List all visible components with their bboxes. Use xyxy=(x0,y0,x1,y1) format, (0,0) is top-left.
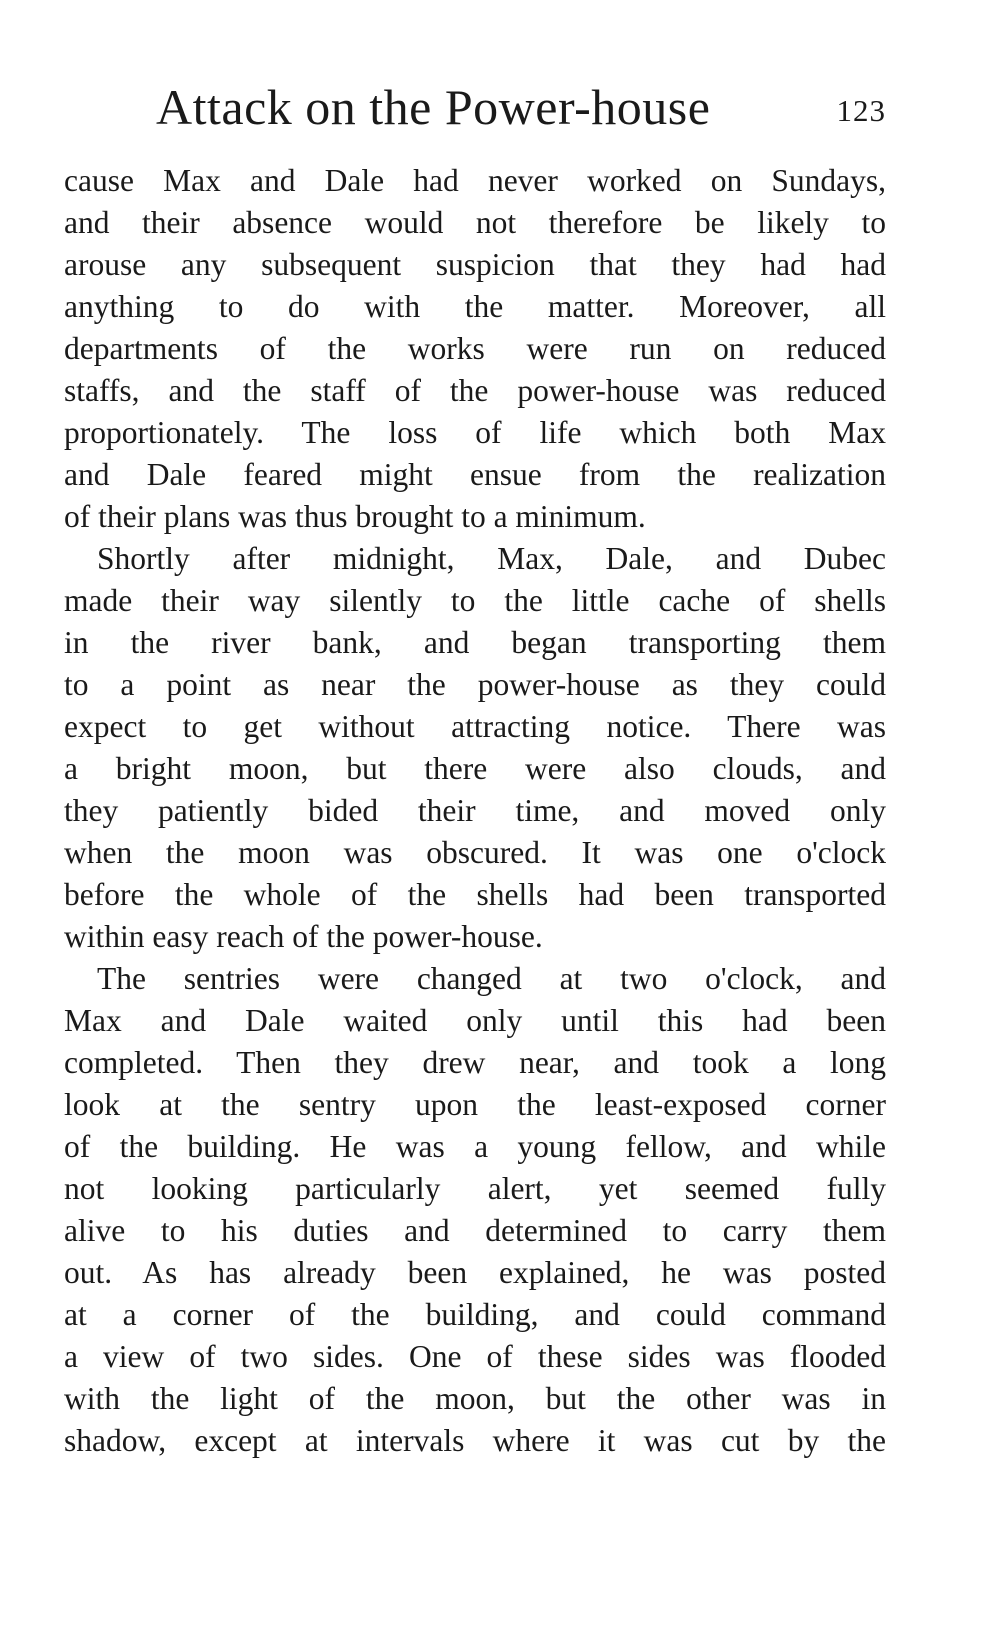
page-number: 123 xyxy=(836,93,886,128)
text-line: and Dale feared might ensue from the realization xyxy=(64,457,886,492)
text-line: not looking particularly alert, yet seemed fully xyxy=(64,1171,886,1206)
text-line: completed. Then they drew near, and took a long xyxy=(64,1045,886,1080)
text-line: out. As has already been explained, he was posted xyxy=(64,1255,886,1290)
paragraph-3 xyxy=(64,958,886,1462)
text-line: within easy reach of the power-house. xyxy=(64,919,543,954)
text-line: arouse any subsequent suspicion that they had had xyxy=(64,247,886,282)
text-line: at a corner of the building, and could command xyxy=(64,1297,886,1332)
text-line: staffs, and the staff of the power-house was reduced xyxy=(64,373,886,408)
text-line: in the river bank, and began transporting them xyxy=(64,625,886,660)
text-line: alive to his duties and determined to carry them xyxy=(64,1213,886,1248)
text-line: and their absence would not therefore be likely to xyxy=(64,205,886,240)
text-line: with the light of the moon, but the other was in xyxy=(64,1381,886,1416)
paragraph-2 xyxy=(64,538,886,958)
running-title: Attack on the Power-house xyxy=(156,79,711,135)
text-line: of their plans was thus brought to a minimum. xyxy=(64,499,646,534)
text-line: anything to do with the matter. Moreover, all xyxy=(64,289,886,324)
body-text xyxy=(64,160,886,1462)
text-line: look at the sentry upon the least-exposed corner xyxy=(64,1087,886,1122)
text-line: departments of the works were run on reduced xyxy=(64,331,886,366)
text-line: The sentries were changed at two o'clock, and xyxy=(97,961,886,996)
text-line: made their way silently to the little cache of shells xyxy=(64,583,886,618)
paragraph-1 xyxy=(64,160,886,538)
text-line: proportionately. The loss of life which both Max xyxy=(64,415,886,450)
text-line: of the building. He was a young fellow, and while xyxy=(64,1129,886,1164)
text-line: expect to get without attracting notice. There was xyxy=(64,709,886,744)
page-header xyxy=(64,72,886,142)
text-line: they patiently bided their time, and moved only xyxy=(64,793,886,828)
text-line: to a point as near the power-house as they could xyxy=(64,667,886,702)
text-line: Shortly after midnight, Max, Dale, and Dubec xyxy=(97,541,886,576)
text-line: a view of two sides. One of these sides was flooded xyxy=(64,1339,886,1374)
text-line: when the moon was obscured. It was one o'clock xyxy=(64,835,886,870)
text-line: cause Max and Dale had never worked on Sundays, xyxy=(64,163,886,198)
text-line: shadow, except at intervals where it was cut by the xyxy=(64,1423,886,1458)
text-line: before the whole of the shells had been transported xyxy=(64,877,886,912)
text-line: Max and Dale waited only until this had been xyxy=(64,1003,886,1038)
text-line: a bright moon, but there were also clouds, and xyxy=(64,751,886,786)
